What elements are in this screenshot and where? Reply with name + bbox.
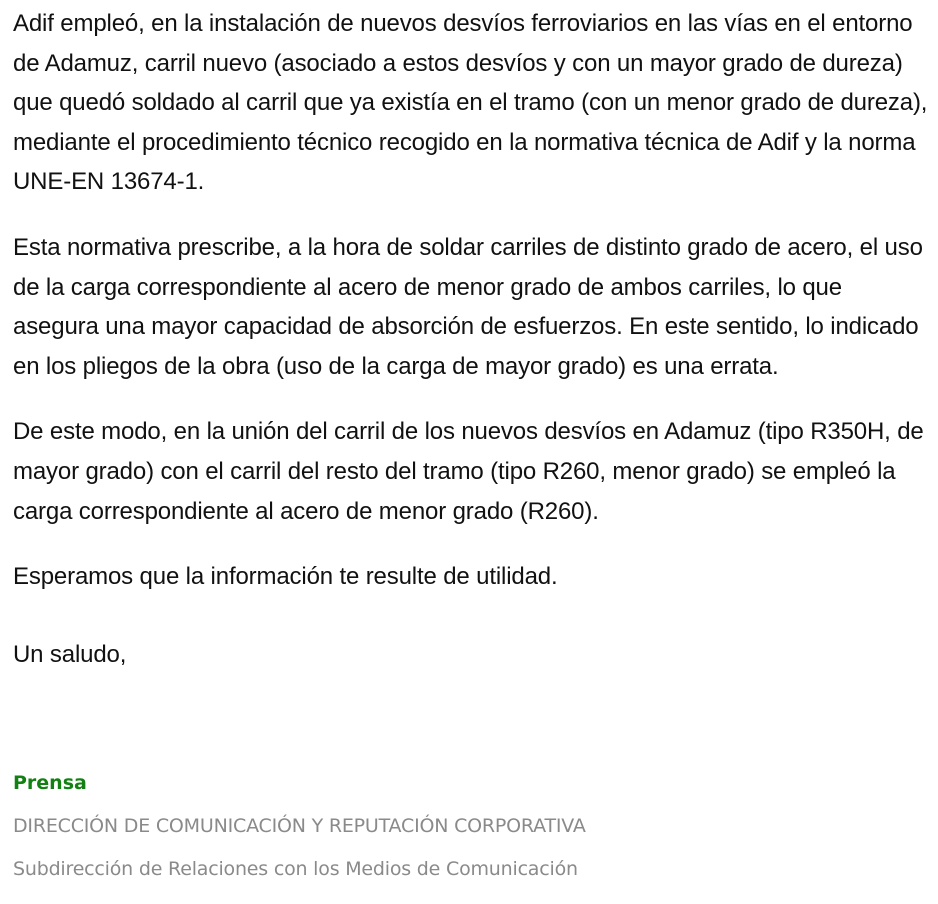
- signature-department: DIRECCIÓN DE COMUNICACIÓN Y REPUTACIÓN CORPORATIVA: [13, 815, 586, 837]
- email-paragraph: Adif empleó, en la instalación de nuevos desvíos ferroviarios en las vías en el entorno de Adamuz, carril nuevo (asociado a estos desvíos y con un mayor grado de dureza) que quedó soldado al carril que ya existía en el tramo (con un menor grado de dureza), mediante el procedimiento técnico recogido en la normativa técnica de Adif y la norma UNE-EN 13674-1.: [13, 10, 928, 196]
- email-signature: [13, 768, 913, 884]
- signature-name: Prensa: [13, 772, 87, 794]
- email-closing: Un saludo,: [13, 640, 127, 668]
- email-body: [13, 4, 931, 674]
- email-paragraph: Esperamos que la información te resulte de utilidad.: [13, 563, 558, 591]
- email-paragraph: Esta normativa prescribe, a la hora de soldar carriles de distinto grado de acero, el uso de la carga correspondiente al acero de menor grado de ambos carriles, lo que asegura una mayor capacidad de absorción de esfuerzos. En este sentido, lo indicado en los pliegos de la obra (uso de la carga de mayor grado) es una errata.: [13, 233, 923, 380]
- email-paragraph: De este modo, en la unión del carril de los nuevos desvíos en Adamuz (tipo R350H, de mayor grado) con el carril del resto del tramo (tipo R260, menor grado) se empleó la carga correspondiente al acero de menor grado (R260).: [13, 418, 924, 525]
- signature-subdepartment: Subdirección de Relaciones con los Medios de Comunicación: [13, 858, 578, 880]
